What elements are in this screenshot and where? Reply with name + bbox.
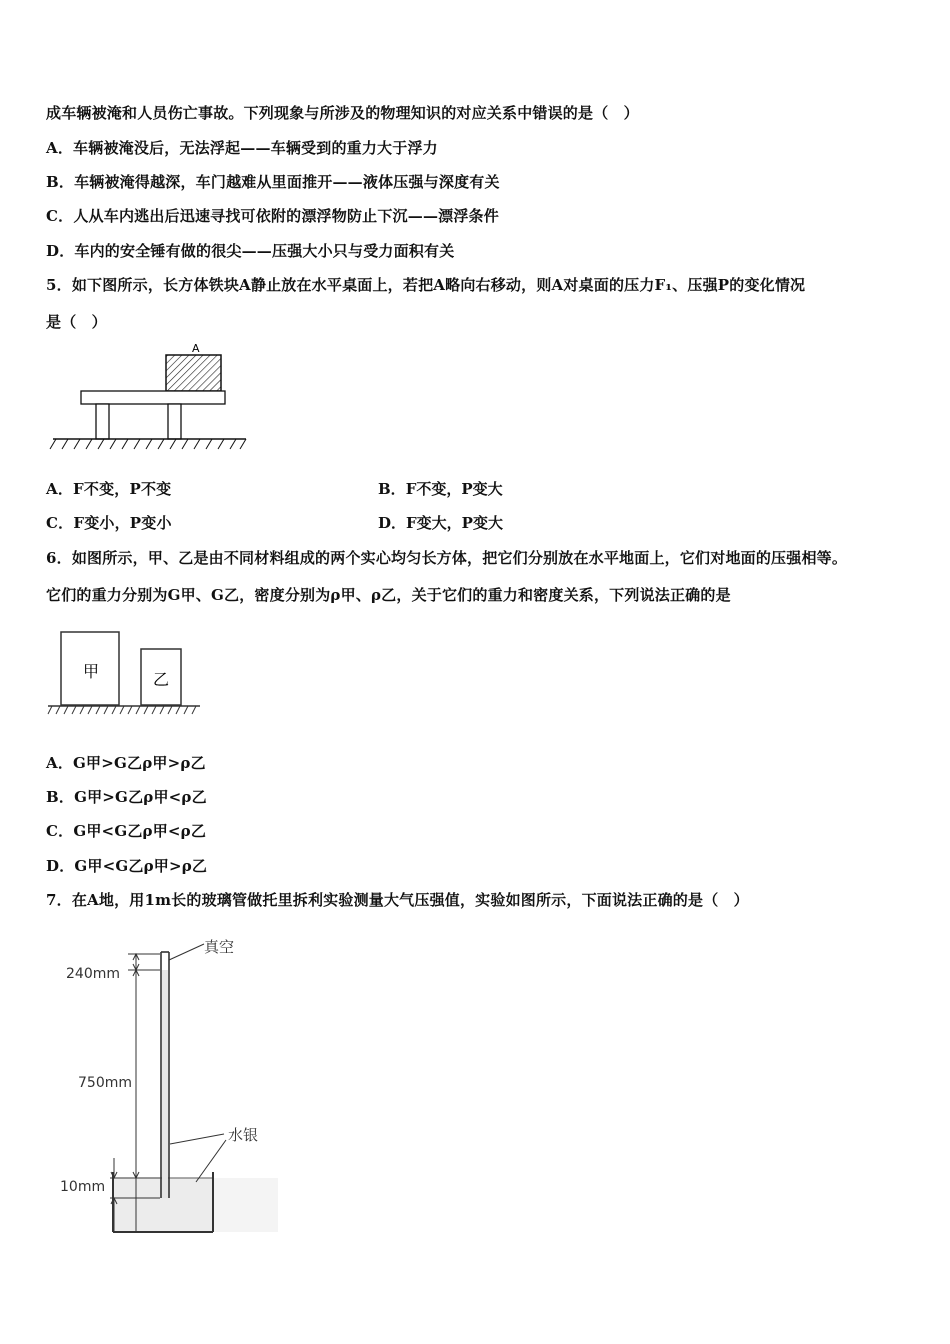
q6-option-a: A．G甲>G乙ρ甲>ρ乙 [46, 754, 206, 772]
q6-option-c: C．G甲<G乙ρ甲<ρ乙 [46, 822, 207, 840]
q4-option-a: A．车辆被淹没后，无法浮起——车辆受到的重力大于浮力 [46, 139, 438, 157]
q6-option-b: B．G甲>G乙ρ甲<ρ乙 [46, 788, 207, 806]
q6-stem-line1: 6．如图所示，甲、乙是由不同材料组成的两个实心均匀长方体，把它们分别放在水平地面上，它们对地面的压强相等。 [46, 549, 848, 567]
q5-option-d: D．F变大，P变大 [378, 514, 503, 532]
q5-table-figure [48, 340, 253, 455]
q4-option-d: D．车内的安全锤有做的很尖——压强大小只与受力面积有关 [46, 242, 455, 260]
mercury-label: 水银 [228, 1126, 259, 1144]
dim-10-label: 10mm [60, 1179, 106, 1195]
q5-option-c: C．F变小，P变小 [46, 514, 172, 532]
block-yi-label: 乙 [153, 670, 170, 689]
q6-option-d: D．G甲<G乙ρ甲>ρ乙 [46, 857, 208, 875]
q5-stem-line1: 5．如下图所示，长方体铁块A静止放在水平桌面上，若把A略向右移动，则A对桌面的压力F₁、压强P的变化情况 [46, 276, 806, 294]
vacuum-label: 真空 [204, 938, 235, 956]
q7-torricelli-figure [48, 930, 288, 1240]
dim-750-label: 750mm [78, 1075, 132, 1091]
q6-stem-line2: 它们的重力分别为G甲、G乙，密度分别为ρ甲、ρ乙，关于它们的重力和密度关系，下列说法正确的是 [46, 586, 731, 604]
iron-block-a [166, 355, 221, 391]
q4-option-b: B．车辆被淹得越深，车门越难从里面推开——液体压强与深度有关 [46, 173, 500, 191]
q4-option-c: C．人从车内逃出后迅速寻找可依附的漂浮物防止下沉——漂浮条件 [46, 207, 499, 225]
table-top [81, 391, 225, 404]
table-leg-right [168, 404, 181, 439]
q4-stem: 成车辆被淹和人员伤亡事故。下列现象与所涉及的物理知识的对应关系中错误的是（ ） [46, 104, 639, 122]
q6-blocks-figure [44, 625, 204, 720]
dim-240-label: 240mm [66, 966, 120, 982]
block-jia-label: 甲 [83, 662, 100, 681]
q5-stem-line2: 是（ ） [46, 313, 107, 331]
q5-option-a: A．F不变，P不变 [46, 480, 172, 498]
q5-option-b: B．F不变，P变大 [378, 480, 503, 498]
table-leg-left [96, 404, 109, 439]
q7-stem: 7．在A地，用1m长的玻璃管做托里拆利实验测量大气压强值，实验如图所示，下面说法正确的是（ ） [46, 891, 749, 909]
q5-block-label: A [192, 342, 200, 355]
